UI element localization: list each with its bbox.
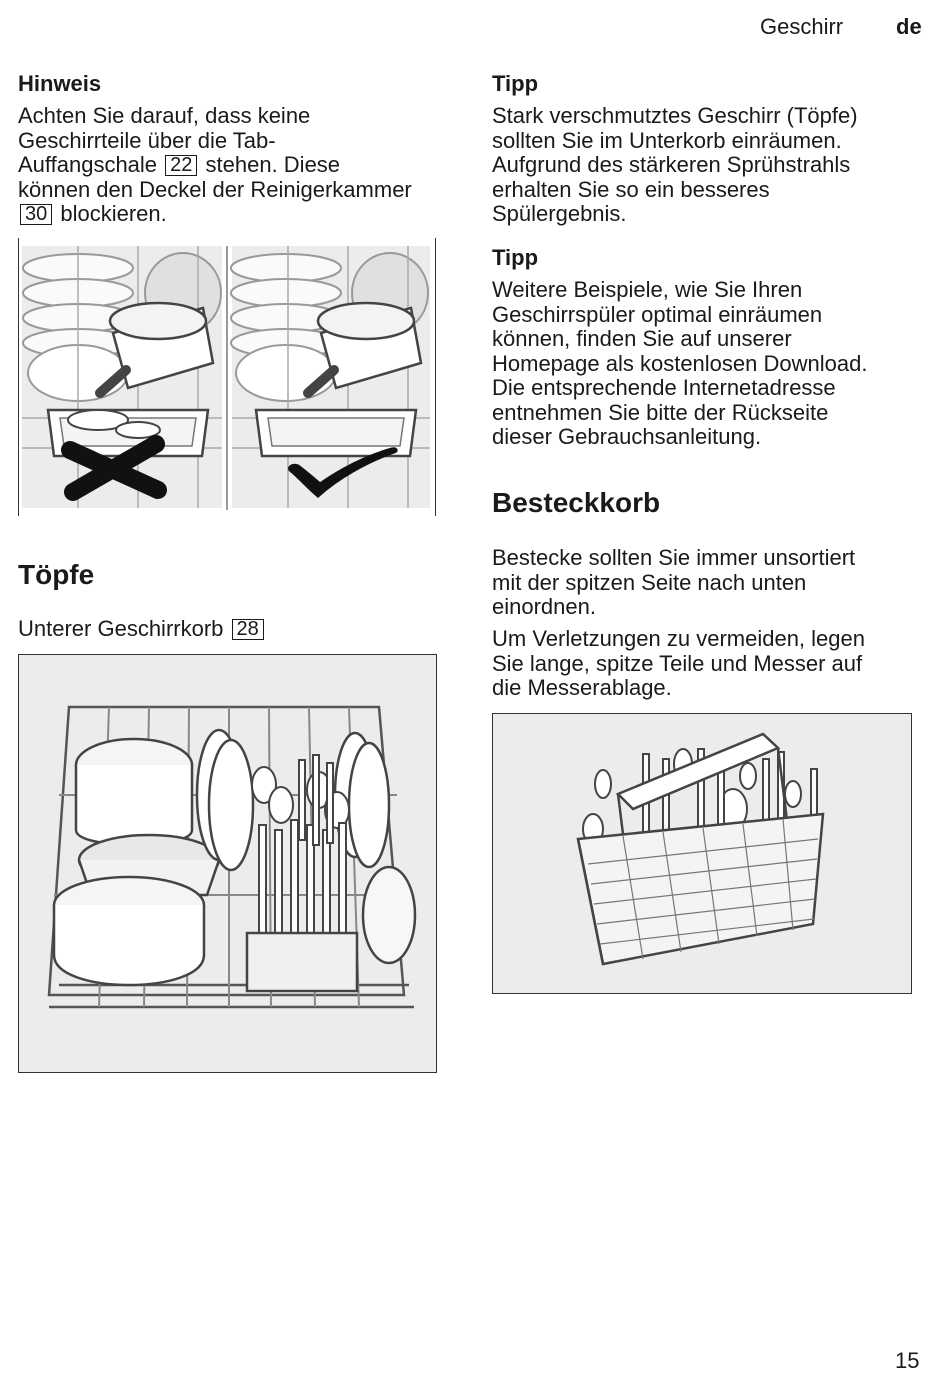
hinweis-line: Auffangschale 22 stehen. Diese bbox=[18, 152, 341, 177]
tipp1-block bbox=[492, 70, 922, 227]
tipp2-line: Die entsprechende Internetadresse bbox=[492, 375, 836, 400]
hinweis-line: 30 blockieren. bbox=[18, 202, 448, 227]
hinweis-line: Geschirrteile über die Tab- bbox=[18, 127, 276, 153]
besteckkorb-paragraph-2: Um Verletzungen zu vermeiden, legen Sie lange, spitze Teile und Messer auf die Messerablage. bbox=[492, 626, 865, 700]
toepfe-heading: Töpfe bbox=[18, 559, 95, 590]
toepfe-subtitle: Unterer Geschirrkorb 28 bbox=[18, 617, 448, 642]
tipp1-line: Spülergebnis. bbox=[492, 201, 627, 226]
tipp2-line: entnehmen Sie bitte der Rückseite bbox=[492, 399, 829, 425]
header-section-title: Geschirr bbox=[760, 14, 844, 39]
hinweis-block bbox=[18, 70, 448, 227]
cutlery-basket-image bbox=[493, 714, 911, 993]
tab-tray-illustration bbox=[18, 238, 436, 516]
tab-tray-comparison-image bbox=[18, 238, 436, 516]
lower-basket-image bbox=[19, 655, 436, 1072]
lower-basket-illustration bbox=[18, 654, 437, 1073]
tipp2-line: dieser Gebrauchsanleitung. bbox=[492, 424, 762, 449]
pot-bottom bbox=[54, 877, 204, 985]
page-number: 15 bbox=[895, 1348, 920, 1373]
plates-left bbox=[197, 730, 253, 870]
besteckkorb-paragraph-1: Bestecke sollten Sie immer unsortiert mit der spitzen Seite nach unten einordnen. bbox=[492, 545, 856, 619]
tipp1-line: Aufgrund des stärkeren Sprühstrahls bbox=[492, 152, 851, 177]
tipp1-text bbox=[492, 104, 922, 227]
tipp2-line: Geschirrspüler optimal einräumen bbox=[492, 301, 823, 327]
tipp2-text bbox=[492, 278, 922, 450]
cutlery-basket bbox=[247, 933, 357, 991]
hinweis-line: Achten Sie darauf, dass keine bbox=[18, 103, 311, 128]
tipp2-line: können, finden Sie auf unserer bbox=[492, 326, 792, 351]
part-reference-28: 28 bbox=[232, 619, 264, 640]
right-example-panel bbox=[231, 246, 430, 508]
tipp2-line: Weitere Beispiele, wie Sie Ihren bbox=[492, 277, 803, 302]
besteckkorb-heading: Besteckkorb bbox=[492, 487, 661, 518]
tipp2-label: Tipp bbox=[492, 245, 539, 270]
tipp1-line: erhalten Sie so ein besseres bbox=[492, 176, 770, 202]
wrong-example-panel bbox=[22, 246, 222, 508]
header-language-code: de bbox=[896, 14, 922, 39]
hinweis-line: können den Deckel der Reinigerkammer bbox=[18, 176, 412, 202]
part-reference-30: 30 bbox=[20, 204, 52, 225]
hinweis-label: Hinweis bbox=[18, 71, 102, 96]
tipp1-line: Stark verschmutztes Geschirr (Töpfe) bbox=[492, 103, 858, 128]
hinweis-text bbox=[18, 104, 448, 227]
tipp1-line: sollten Sie im Unterkorb einräumen. bbox=[492, 127, 842, 153]
pot-top bbox=[76, 739, 192, 845]
cutlery-basket-illustration bbox=[492, 713, 912, 994]
tipp2-block bbox=[492, 244, 922, 450]
tipp2-line: Homepage als kostenlosen Download. bbox=[492, 350, 868, 376]
tipp1-label: Tipp bbox=[492, 71, 539, 96]
part-reference-22: 22 bbox=[165, 155, 197, 176]
